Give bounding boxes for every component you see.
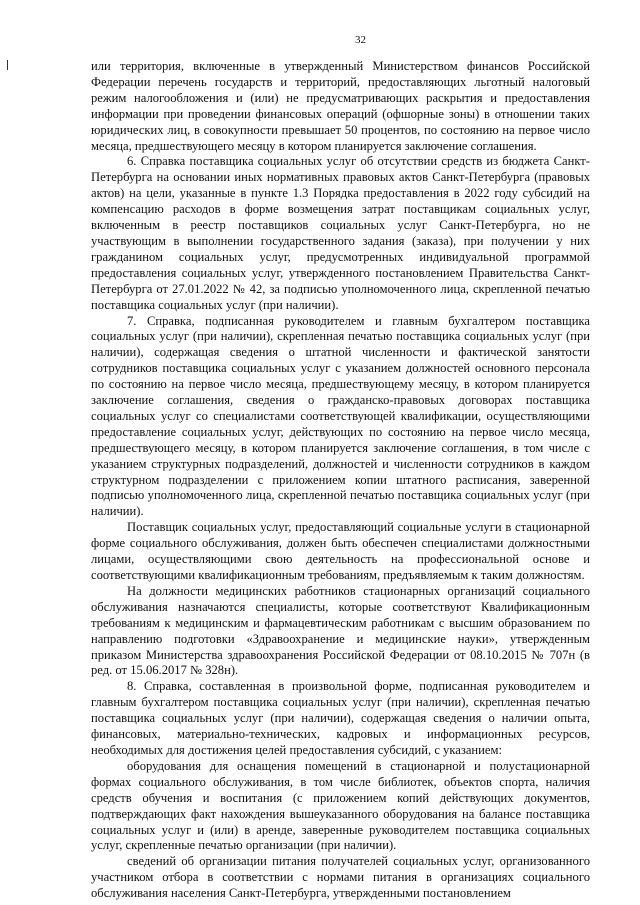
- paragraph-item-8: 8. Справка, составленная в произвольной форме, подписанная руководителем и главным бухгалтером поставщика социальных услуг (при наличии), скрепленная печатью поставщика социальных услуг (при наличии), содержащая сведения о наличии опыта, финансовых, материально-технических, кадровых и информационных ресурсов, необходимых для достижения целей предоставления субсидий, с указанием:: [91, 679, 590, 757]
- paragraph-item-6: 6. Справка поставщика социальных услуг об отсутствии средств из бюджета Санкт-Петербурга на основании иных нормативных правовых актов Санкт-Петербурга (правовых актов) на цели, указанные в пункте 1.3 Порядка предоставления в 2022 году субсидий на компенсацию расходов в форме возмещения затрат поставщикам социальных услуг, включенным в реестр поставщиков социальных услуг Санкт-Петербурга, но не участвующим в выполнении государственного задания (заказа), при получении у них гражданином социальных услуг, предусмотренных индивидуальной программой предоставления социальных услуг, утвержденного постановлением Правительства Санкт-Петербурга от 27.01.2022 № 42, за подписью уполномоченного лица, скрепленной печатью поставщика социальных услуг (при наличии).: [91, 154, 590, 312]
- paragraph-provider-staff: Поставщик социальных услуг, предоставляющий социальные услуги в стационарной форме социального обслуживания, должен быть обеспечен специалистами должностными лицами, осуществляющими свою деятельность на профессиональной основе и соответствующими квалификационным требованиям, предъявляемым к таким должностям.: [91, 520, 590, 582]
- paragraph-item-7: 7. Справка, подписанная руководителем и главным бухгалтером поставщика социальных услуг (при наличии), скрепленная печатью поставщика социальных услуг (при наличии), содержащая сведения о штатной численности и фактической занятости сотрудников поставщика социальных услуг с указанием должностей основного персонала по состоянию на первое число месяца, предшествующему месяцу, в котором планируется заключение соглашения, сведения о гражданско-правовых договорах поставщика социальных услуг со специалистами соответствующей квалификации, осуществляющими предоставление социальных услуг, действующих по состоянию на первое число месяца, предшествующего месяцу, в котором планируется заключение соглашения, в том числе с указанием структурных подразделений, должностей и численности сотрудников в каждом структурном подразделении с приложением копии штатного расписания, заверенной подписью уполномоченного лица, скрепленной печатью поставщика социальных услуг (при наличии).: [91, 313, 590, 519]
- paragraph-equipment: оборудования для оснащения помещений в стационарной и полустационарной формах социального обслуживания, в том числе библиотек, объектов спорта, наличия средств обучения и воспитания (с приложением копий действующих документов, подтверждающих факт нахождения вышеуказанного оборудования на балансе поставщика социальных услуг и (или) в аренде, заверенные руководителем поставщика социальных услуг, скрепленные печатью организации (при наличии).: [91, 758, 590, 853]
- paragraph-medical-staff: На должности медицинских работников стационарных организаций социального обслуживания назначаются специалисты, которые соответствуют Квалификационным требованиям к медицинским и фармацевтическим работникам с высшим образованием по направлению подготовки «Здравоохранение и медицинские науки», утвержденным приказом Министерства здравоохранения Российской Федерации от 08.10.2015 № 707н (в ред. от 15.06.2017 № 328н).: [91, 583, 590, 678]
- margin-mark: [7, 60, 8, 70]
- paragraph-continuation: или территория, включенные в утвержденный Министерством финансов Российской Федерации перечень государств и территорий, предоставляющих льготный налоговый режим налогообложения и (или) не предусматривающих раскрытия и предоставления информации при проведении финансовых операций (офшорные зоны) в отношении таких юридических лиц, в совокупности превышает 50 процентов, по состоянию на первое число месяца, предшествующего месяцу в котором планируется заключение соглашения.: [91, 59, 590, 153]
- page-number: 32: [355, 34, 366, 46]
- paragraph-nutrition: сведений об организации питания получателей социальных услуг, организованного участником отбора в соответствии с нормами питания в организациях социального обслуживания населения Санкт-Петербурга, утвержденными постановлением: [91, 854, 590, 901]
